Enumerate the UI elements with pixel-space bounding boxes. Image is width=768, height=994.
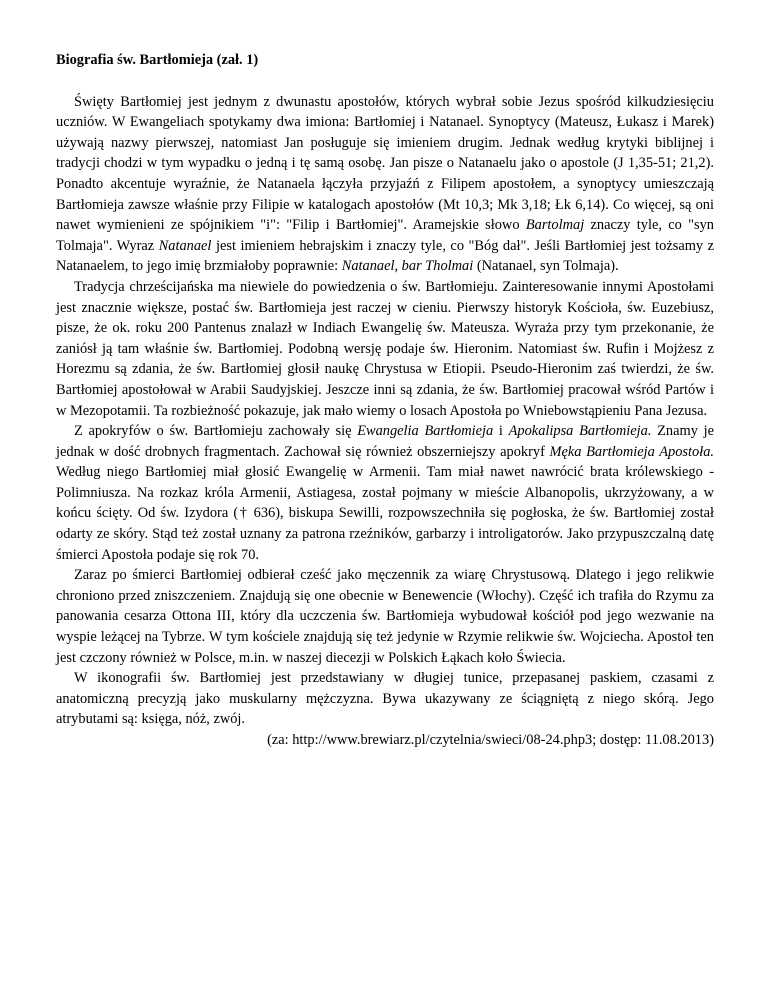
document-page xyxy=(56,50,714,751)
paragraph-text: i xyxy=(493,423,509,440)
italic-text: Natanael, bar Tholmai xyxy=(341,258,474,275)
paragraph-text: znaczy tyle, co "syn Tolmaja". Wyraz xyxy=(56,217,714,254)
paragraph-text: Znamy je jednak w dość drobnych fragmentach. Zachował się również obszerniejszy apokryf xyxy=(56,423,714,460)
document-title: Biografia św. Bartłomieja (zał. 1) xyxy=(56,52,259,68)
paragraph-text: Święty Bartłomiej jest jednym z dwunastu apostołów, których wybrał sobie Jezus spośród kilkudziesięciu uczniów. W Ewangeliach spotykamy dwa imiona: Bartłomiej i Natanael. Synoptycy (Mateusz, Łukasz i Marek) używają nazwy pierwszej, natomiast Jan posługuje się imieniem drugim. Jednak według krytyki biblijnej i tradycji chodzi w tym wypadku o jedną i tę samą osobę. Jan pisze o Natanaelu jako o apostole (J 1,35-51; 21,2). Ponadto akcentuje wyraźnie, że Natanaela łączyła przyjaźń z Filipem apostołem, a synoptycy umieszczają Bartłomieja zawsze właśnie przy Filipie w katalogach apostołów (Mt 10,3; Mk 3,18; Łk 6,14). Co więcej, są oni nawet wymienieni ze spójnikiem "i": "Filip i Bartłomiej". Aramejskie słowo xyxy=(56,93,714,234)
italic-text: Męka Bartłomieja Apostoła. xyxy=(549,443,714,460)
paragraph xyxy=(56,668,714,730)
paragraph xyxy=(56,421,714,565)
paragraph-text: jest imieniem hebrajskim i znaczy tyle, co "Bóg dał". Jeśli Bartłomiej jest tożsamy z Natanaelem, to jego imię brzmiałoby poprawnie: xyxy=(56,237,714,275)
paragraph-text: Tradycja chrześcijańska ma niewiele do powiedzenia o św. Bartłomieju. Zainteresowanie innymi Apostołami jest znacznie większe, postać św. Bartłomieja jest raczej w cieniu. Pierwszy historyk Kościoła, św. Euzebiusz, pisze, że ok. roku 200 Pantenus znalazł w Indiach Ewangelię św. Mateusza. Wyraża przy tym przekonanie, że zaniósł ją tam właśnie św. Bartłomiej. Podobną wersję podaje św. Hieronim. Natomiast św. Rufin i Mojżesz z Horezmu są zdania, że św. Bartłomiej głosił naukę Chrystusa w Etiopii. Pseudo-Hieronim zaś twierdzi, że św. Bartłomiej apostołował w Arabii Saudyjskiej. Jeszcze inni są zdania, że św. Bartłomiej pracował wśród Partów i w Mezopotamii. Ta rozbieżność pokazuje, jak mało wiemy o losach Apostoła po Wniebowstąpieniu Pana Jezusa. xyxy=(56,278,714,419)
italic-text: Ewangelia Bartłomieja xyxy=(357,423,494,440)
italic-text: Natanael xyxy=(158,237,212,254)
paragraph xyxy=(56,92,714,277)
italic-text: Bartolmaj xyxy=(525,217,585,234)
italic-text: Apokalipsa Bartłomieja. xyxy=(508,423,652,440)
paragraph-text: Z apokryfów o św. Bartłomieju zachowały się xyxy=(74,423,358,440)
paragraph xyxy=(56,277,714,421)
paragraph-text: (Natanael, syn Tolmaja). xyxy=(473,258,619,275)
source-citation: (za: http://www.brewiarz.pl/czytelnia/swieci/08-24.php3; dostęp: 11.08.2013) xyxy=(267,732,714,748)
paragraph xyxy=(56,565,714,668)
paragraph-text: Zaraz po śmierci Bartłomiej odbierał cześć jako męczennik za wiarę Chrystusową. Dlatego i jego relikwie chroniono przed zniszczeniem. Znajdują się one obecnie w Benewencie (Włochy). Część ich trafiła do Rzymu za panowania cesarza Ottona III, który dla uczczenia św. Bartłomieja wybudował kościół pod jego wezwanie na wyspie leżącej na Tybrze. W tym kościele znajdują się też jedynie w Rzymie relikwie św. Wojciecha. Apostoł ten jest czczony również w Polsce, m.in. w naszej diecezji w Polskich Łąkach koło Świecia. xyxy=(56,567,714,666)
paragraph-text: Według niego Bartłomiej miał głosić Ewangelię w Armenii. Tam miał nawet nawrócić brata królewskiego - Polimniusza. Na rozkaz króla Armenii, Astiagesa, został pojmany w mieście Albanopolis, ukrzyżowany, a w końcu ścięty. Od św. Izydora († 636), biskupa Sewilli, rozpowszechniła się pogłoska, że św. Bartłomiej został odarty ze skóry. Stąd też został uznany za patrona rzeźników, garbarzy i introligatorów. Jako przypuszczalną datę śmierci Apostoła podaje się rok 70. xyxy=(56,464,714,563)
document-body xyxy=(56,92,714,730)
paragraph-text: W ikonografii św. Bartłomiej jest przedstawiany w długiej tunice, przepasanej paskiem, czasami z anatomiczną precyzją jako muskularny mężczyzna. Bywa ukazywany ze ściągniętą z niego skórą. Jego atrybutami są: księga, nóż, zwój. xyxy=(56,670,714,728)
